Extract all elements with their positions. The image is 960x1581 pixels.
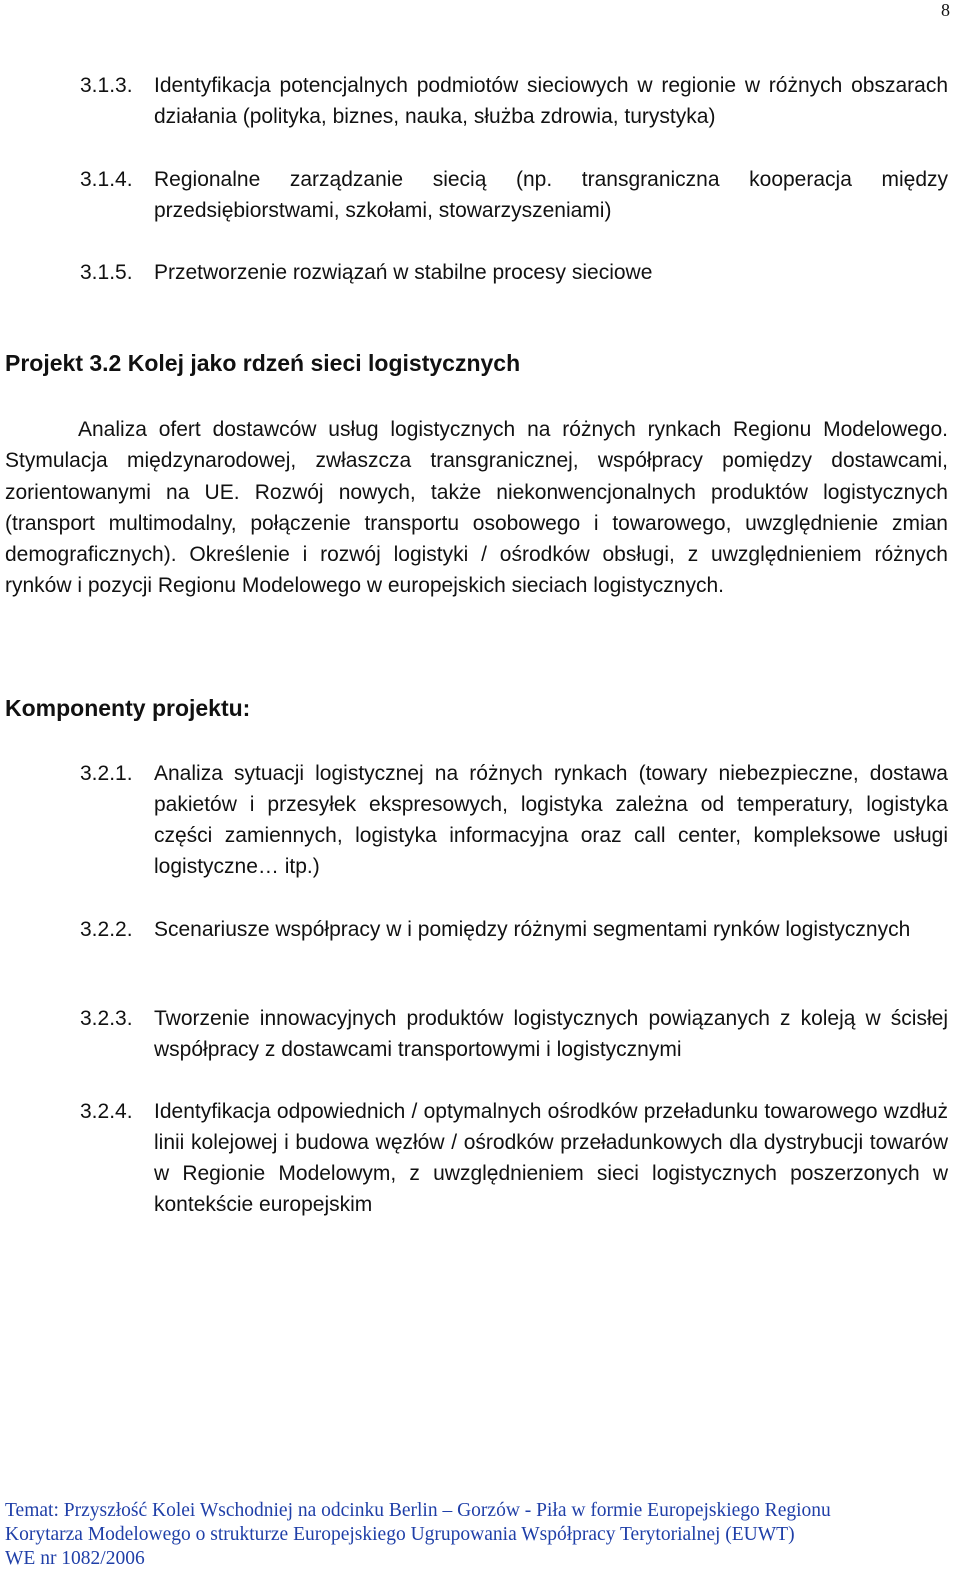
list-item-3-2-4 (80, 1096, 948, 1220)
item-number: 3.1.3. (80, 74, 133, 97)
list-item-3-1-4 (80, 164, 948, 226)
item-number: 3.2.3. (80, 1007, 133, 1030)
item-text: Tworzenie innowacyjnych produktów logistycznych powiązanych z koleją w ścisłej współpracy z dostawcami transportowymi i logistycznymi (154, 1007, 948, 1061)
footer-line-1: Temat: Przyszłość Kolei Wschodniej na odcinku Berlin – Gorzów - Piła w formie Europejskiego Regionu (5, 1500, 831, 1521)
list-item-3-2-2 (80, 914, 948, 945)
page-footer (5, 1499, 955, 1571)
item-number: 3.1.4. (80, 168, 133, 191)
item-text: Przetworzenie rozwiązań w stabilne procesy sieciowe (154, 261, 653, 284)
item-text: Identyfikacja odpowiednich / optymalnych ośrodków przeładunku towarowego wzdłuż linii kolejowej i budowa węzłów / ośrodków przeładunkowych dla dystrybucji towarów w Regionie Modelowym, z uwzględnieniem sieci logistycznych poszerzonych w kontekście europejskim (154, 1100, 948, 1216)
project-paragraph: Analiza ofert dostawców usług logistycznych na różnych rynkach Regionu Modelowego. Stymulacja międzynarodowej, zwłaszcza transgranicznej, współpracy pomiędzy dostawcami, zorientowanymi na UE. Rozwój nowych, także niekonwencjonalnych produktów logistycznych (transport multimodalny, połączenie transportu osobowego i towarowego, uwzględnienie zmian demograficznych). Określenie i rozwój logistyki / ośrodków obsługi, z uwzględnieniem różnych rynków i pozycji Regionu Modelowego w europejskich sieciach logistycznych. (5, 418, 948, 598)
item-text: Analiza sytuacji logistycznej na różnych rynkach (towary niebezpieczne, dostawa pakietów i przesyłek ekspresowych, logistyka zależna od temperatury, logistyka części zamiennych, logistyka informacyjna oraz call center, kompleksowe usługi logistyczne… itp.) (154, 762, 948, 878)
footer-line-3: WE nr 1082/2006 (5, 1548, 145, 1569)
item-number: 3.1.5. (80, 261, 133, 284)
footer-line-2: Korytarza Modelowego o strukturze Europejskiego Ugrupowania Współpracy Terytorialnej (EUWT) (5, 1524, 795, 1545)
item-number: 3.2.4. (80, 1100, 133, 1123)
list-item-3-2-3 (80, 1003, 948, 1065)
item-text: Scenariusze współpracy w i pomiędzy różnymi segmentami rynków logistycznych (154, 918, 911, 941)
item-number: 3.2.1. (80, 762, 133, 785)
page-number: 8 (941, 0, 950, 20)
item-number: 3.2.2. (80, 918, 133, 941)
list-item-3-2-1 (80, 758, 948, 882)
list-item-3-1-5 (80, 257, 948, 288)
item-text: Identyfikacja potencjalnych podmiotów sieciowych w regionie w różnych obszarach działania (polityka, biznes, nauka, służba zdrowia, turystyka) (154, 74, 948, 128)
components-heading: Komponenty projektu: (5, 695, 251, 721)
list-item-3-1-3 (80, 70, 948, 132)
item-text: Regionalne zarządzanie siecią (np. transgraniczna kooperacja między przedsiębiorstwami, szkołami, stowarzyszeniami) (154, 168, 948, 222)
project-heading: Projekt 3.2 Kolej jako rdzeń sieci logistycznych (5, 350, 521, 376)
